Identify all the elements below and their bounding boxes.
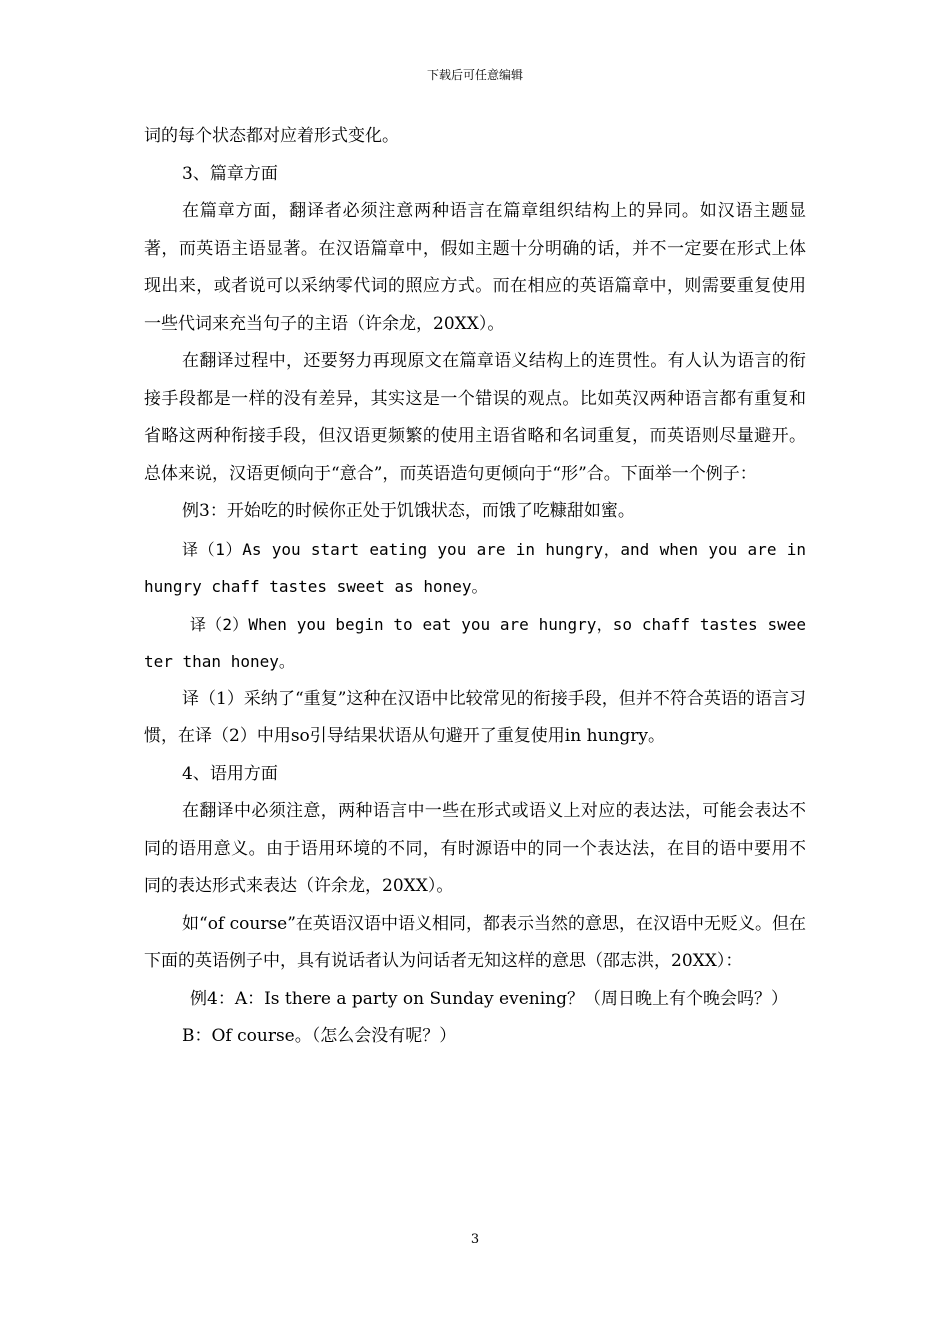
page-number: 3 xyxy=(470,1232,480,1247)
paragraph-translation-analysis: 译（1）采纳了“重复”这种在汉语中比较常见的衔接手段，但并不符合英语的语言习惯，在译（2）中用so引导结果状语从句避开了重复使用in hungry。 xyxy=(144,688,806,746)
paragraph-discourse-intro: 在篇章方面，翻译者必须注意两种语言在篇章组织结构上的异同。如汉语主题显著，而英语主语显著。在汉语篇章中，假如主题十分明确的话，并不一定要在形式上体现出来，或者说可以采纳零代词的照应方式。而在相应的英语篇章中，则需要重复使用一些代词来充当句子的主语（许余龙，20XX）。 xyxy=(144,201,806,334)
example-4-answer: B：Of course。（怎么会没有呢？） xyxy=(182,1026,457,1046)
translation-1: 译（1）As you start eating you are in hungry，and when you are in hungry chaff tastes sweet as honey。 xyxy=(144,539,806,596)
paragraph-coherence: 在翻译过程中，还要努力再现原文在篇章语义结构上的连贯性。有人认为语言的衔接手段都是一样的没有差异，其实这是一个错误的观点。比如英汉两种语言都有重复和省略这两种衔接手段，但汉语更频繁的使用主语省略和名词重复，而英语则尽量避开。总体来说，汉语更倾向于“意合”，而英语造句更倾向于“形”合。下面举一个例子： xyxy=(144,351,806,484)
page-header: 下载后可任意编辑 xyxy=(426,68,523,82)
paragraph-continuation: 词的每个状态都对应着形式变化。 xyxy=(144,126,399,146)
section-heading-pragmatics: 4、语用方面 xyxy=(182,763,278,784)
paragraph-of-course: 如“of course”在英语汉语中语义相同，都表示当然的意思，在汉语中无贬义。但在下面的英语例子中，具有说话者认为问话者无知这样的意思（邵志洪，20XX）： xyxy=(144,913,806,971)
translation-2: 译（2）When you begin to eat you are hungry，so chaff tastes sweeter than honey。 xyxy=(144,614,806,671)
paragraph-pragmatics-intro: 在翻译中必须注意，两种语言中一些在形式或语义上对应的表达法，可能会表达不同的语用意义。由于语用环境的不同，有时源语中的同一个表达法，在目的语中要用不同的表达形式来表达（许余龙，20XX）。 xyxy=(144,801,806,896)
example-3: 例3：开始吃的时候你正处于饥饿状态，而饿了吃糠甜如蜜。 xyxy=(182,501,635,521)
document-body xyxy=(144,118,806,1056)
example-4-question: 例4：A：Is there a party on Sunday evening？（周日晚上有个晚会吗？） xyxy=(190,988,788,1009)
section-heading-discourse: 3、篇章方面 xyxy=(182,163,278,184)
